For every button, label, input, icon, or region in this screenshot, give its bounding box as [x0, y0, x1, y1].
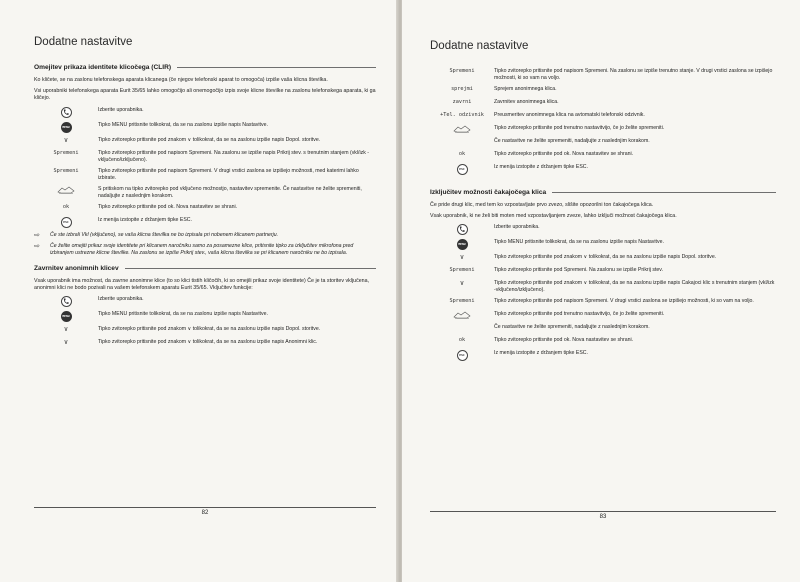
softkey-hand-icon [453, 125, 471, 133]
softkey-label: ok [458, 337, 466, 344]
instruction-step [430, 324, 776, 333]
instruction-step [430, 337, 776, 346]
softkey-label: ok [62, 203, 70, 210]
step-key [430, 280, 494, 287]
note: ⇨ Če želite omejiti prikaz svoje identitete pri klicanem naročniku samo za posamezne klice, pritisnite tipko za izključitev mikrofona pred izbiranjem ustrezne klicne številke. Na zaslonu se izpiše Prikriј stev., vaša klicna številka se pri klicanem naročniku ne bo izpisala. [34, 242, 354, 256]
page-footer [34, 507, 376, 516]
paragraph: Vsak uporabnik, ki ne želi biti moten med vzpostavljanjem zveze, lahko izključi možnost čakajočega klica. [430, 213, 677, 220]
step-key [34, 339, 98, 346]
left-page [0, 0, 398, 582]
menu-icon: MENU [61, 311, 72, 322]
step-text: Tipko zvitorepko pritisnite pod znakom ∨ tolikokrat, da se na zaslonu izpiše napis Dopol. storitve. [98, 326, 321, 333]
step-key [34, 122, 98, 133]
step-text: Tipko zvitorepko pritisnite pod napisom Spremeni. Na zaslonu se izpiše napis Prikriј stev. s trenutnim stanjem (vkl/izk -vključeno/izključeno). [98, 149, 370, 163]
step-key [430, 267, 494, 274]
instruction-step [34, 168, 376, 182]
chevron-down-icon: ∨ [459, 279, 465, 288]
step-text: Tipko MENU pritisnite tolikokrat, da se na zaslonu izpiše napis Nastavitve. [494, 239, 664, 246]
instruction-step [34, 122, 376, 133]
step-key [430, 298, 494, 305]
step-key [430, 239, 494, 250]
chevron-down-icon: ∨ [459, 253, 465, 262]
instruction-step [430, 350, 776, 361]
instruction-step [34, 326, 376, 335]
phone-icon [61, 107, 72, 118]
step-key [34, 326, 98, 333]
step-key [430, 99, 494, 106]
step-key [34, 311, 98, 322]
instruction-step [430, 68, 776, 82]
instruction-step [430, 86, 776, 95]
step-text: Tipko MENU pritisnite tolikokrat, da se na zaslonu izpiše napis Nastavitve. [98, 311, 268, 318]
step-text: Tipko zvitorepko pritisnite pod trenutno nastavitvijo, če jo želite spremeniti. [494, 311, 665, 318]
step-text: Zavrnitev anonimnega klica. [494, 99, 559, 105]
step-text: Tipko zvitorepko pritisnite pod znakom ∨ tolikokrat, da se na zaslonu izpiše napis Dopol. storitve. [98, 136, 321, 143]
instruction-step [430, 138, 776, 147]
step-text: Tipko zvitorepko pritisnite pod napisom Spremeni. V drugi vrstici zaslona se izpišejo možnosti, med katerimi lahko izbirate. [98, 167, 359, 181]
instruction-step [430, 125, 776, 134]
step-text: Iz menija izstopite z držanjem tipke ESC. [494, 164, 588, 170]
instruction-step [430, 267, 776, 276]
step-text: Izberite uporabnika. [98, 106, 144, 113]
softkey-label: Spremeni [449, 298, 475, 305]
step-text: Tipko zvitorepko pritisnite pod napisom Spremeni. Na zaslonu se izpiše trenutno stanje. V drugi vrstici zaslona se izpišejo možnosti, ki so vam na voljo. [494, 68, 773, 81]
instruction-step [34, 137, 376, 146]
step-key [34, 150, 98, 157]
instruction-step [430, 99, 776, 108]
step-key [34, 296, 98, 307]
softkey-label: Spremeni [449, 68, 475, 74]
step-key [430, 164, 494, 175]
instruction-step [430, 298, 776, 307]
note: ⇨ Če ste izbrali Vkl (vključeno), se vaša klicna številka ne bo izpisala pri nobenem klicanem partnerju. [34, 231, 279, 239]
instruction-step [34, 311, 376, 322]
step-key [34, 204, 98, 211]
section-heading-call-waiting: Izključitev možnosti čakajočega klica [430, 189, 776, 196]
softkey-label: Spremeni [449, 267, 475, 274]
step-text: Tipko zvitorepko pritisnite pod napisom Spremeni. V drugi vrstici zaslona se izpišejo možnosti, ki so vam na voljo. [494, 298, 754, 305]
step-text: Tipko zvitorepko pritisnite pod Spremeni. Na zaslonu se izpiše Prikriј stev. [494, 267, 663, 274]
page-number: 83 [599, 514, 607, 520]
steps-list [34, 296, 376, 348]
step-text: Tipko zvitorepko pritisnite pod ok. Nova nastavitev se shrani. [98, 203, 238, 210]
instruction-step [430, 112, 776, 121]
phone-icon [61, 296, 72, 307]
softkey-label: Spremeni [53, 149, 79, 156]
step-text: Tipko zvitorepko pritisnite pod ok. Nova nastavitev se shrani. [494, 151, 634, 157]
menu-icon: MENU [457, 239, 468, 250]
step-text: Tipko zvitorepko pritisnite pod znakom ∨ tolikokrat, da se na zaslonu izpiše napis Anonimni klic. [98, 339, 318, 346]
steps-list [430, 224, 776, 361]
menu-icon: MENU [61, 122, 72, 133]
instruction-step [430, 224, 776, 235]
phone-icon [457, 224, 468, 235]
step-key [430, 68, 494, 75]
step-key [430, 112, 494, 119]
step-text: Preusmeritev anonimnega klica na avtomatski telefonski odzivnik. [494, 112, 645, 118]
paragraph: Ko kličete, se na zaslonu telefonskega aparata klicanega (če njegov telefonski aparat to omogoča) izpiše vaša klicna številka. [34, 77, 328, 83]
instruction-step [34, 107, 376, 118]
softkey-hand-icon [453, 311, 471, 319]
step-text: Tipko zvitorepko pritisnite pod trenutno nastavitvijo, če jo želite spremeniti. [494, 125, 665, 131]
paragraph: Če pride drugi klic, med tem ko vzpostavljate prvo zvezo, slišite opozorilni ton čakajočega klica. [430, 202, 654, 208]
softkey-label: +Tel. odzivnik [440, 112, 484, 118]
instruction-step [34, 150, 376, 164]
step-key [430, 224, 494, 235]
esc-icon: ESC [457, 350, 468, 361]
instruction-step [430, 254, 776, 263]
softkey-label: ok [458, 151, 466, 157]
page-number: 82 [201, 510, 209, 516]
step-text: Če nastavitve ne želite spremeniti, nadaljujte z naslednjim korakom. [494, 138, 650, 144]
step-key [34, 107, 98, 118]
instruction-step [34, 296, 376, 307]
step-key [34, 137, 98, 144]
step-text: Tipko MENU pritisnite tolikokrat, da se na zaslonu izpiše napis Nastavitve. [98, 121, 268, 128]
step-text: Tipko zvitorepko pritisnite pod znakom ∨ tolikokrat, da se na zaslonu izpiše napis Cakajoci klic s trenutnim stanjem (vkl/izk -vključeno/izključeno). [494, 280, 775, 294]
step-text: Izberite uporabnika. [494, 224, 540, 231]
step-text: S pritiskom na tipko zvitorepko pod vključeno možnostjo, nastavitev spremenite. Če nastavitve ne želite spremeniti, nadaljujte z naslednjim korakom. [98, 185, 362, 199]
step-key [430, 337, 494, 344]
step-key [430, 254, 494, 261]
step-text: Iz menija izstopite z držanjem tipke ESC. [494, 350, 588, 357]
step-key [34, 186, 98, 194]
step-text: Sprejem anonimnega klica. [494, 86, 557, 92]
instruction-step [430, 239, 776, 250]
arrow-right-icon: ⇨ [34, 231, 40, 239]
steps-list [430, 68, 776, 175]
softkey-label: sprejmi [451, 86, 473, 92]
esc-icon: ESC [457, 164, 468, 175]
step-key [430, 350, 494, 361]
section-heading-clir: Omejitev prikaza identitete klicočega (CLIR) [34, 64, 376, 71]
step-text: Če nastavitve ne želite spremeniti, nadaljujte z naslednjim korakom. [494, 324, 650, 331]
step-text: Iz menija izstopite z držanjem tipke ESC. [98, 216, 192, 223]
chevron-down-icon: ∨ [63, 338, 69, 347]
chevron-down-icon: ∨ [63, 135, 69, 144]
instruction-step [430, 164, 776, 175]
step-key [430, 86, 494, 93]
step-text: Tipko zvitorepko pritisnite pod znakom ∨ tolikokrat, da se na zaslonu izpiše napis Dopol. storitve. [494, 254, 717, 261]
step-key [430, 125, 494, 133]
steps-list [34, 107, 376, 228]
instruction-step [34, 339, 376, 348]
right-page [402, 0, 800, 582]
page-title: Dodatne nastavitve [430, 40, 529, 52]
step-text: Tipko zvitorepko pritisnite pod ok. Nova nastavitev se shrani. [494, 337, 634, 344]
instruction-step [430, 311, 776, 320]
softkey-label: zavrni [452, 99, 472, 105]
softkey-label: Spremeni [53, 167, 79, 174]
page-title: Dodatne nastavitve [34, 36, 133, 48]
step-text: Izberite uporabnika. [98, 296, 144, 303]
instruction-step [430, 151, 776, 160]
arrow-right-icon: ⇨ [34, 242, 40, 250]
section-heading-anonymous: Zavrnitev anonimnih klicev [34, 265, 376, 272]
instruction-step [34, 217, 376, 228]
chevron-down-icon: ∨ [63, 325, 69, 334]
step-key [430, 151, 494, 158]
esc-icon: ESC [61, 217, 72, 228]
step-key [430, 311, 494, 319]
instruction-step [430, 280, 776, 294]
step-key [34, 217, 98, 228]
instruction-step [34, 204, 376, 213]
paragraph: Vsi uporabniki telefonskega aparata Eurit 35/65 lahko omogočijo ali onemogočijo izpis svoje klicne številke na zaslonu telefonskega aparata, ki ga kličejo. [34, 88, 376, 102]
paragraph: Vsak uporabnik ima možnost, da zavrne anonimne klice (to so klici tistih kličočih, ki so omejili prikaz svoje identitete) Če je ta storitev vključena, anonimni klici ne bodo pozivali na vašem telefonskem aparatu Eurit 35/65. Vključitev funkcije: [34, 277, 370, 291]
softkey-hand-icon [57, 186, 75, 194]
step-key [34, 168, 98, 175]
page-footer [430, 511, 776, 520]
instruction-step [34, 186, 376, 200]
